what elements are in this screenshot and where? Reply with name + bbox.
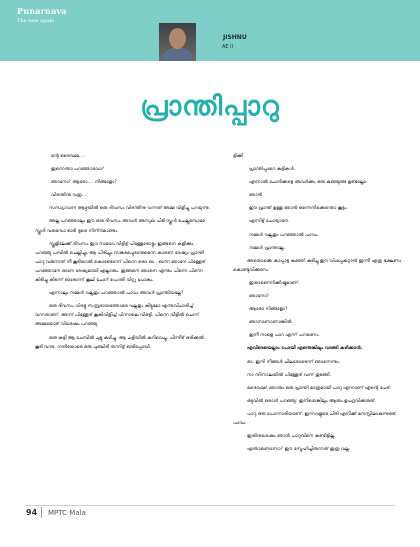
article-paragraph: നമ്മൾ വല്ലതും പറഞ്ഞാൽ പാവം.	[249, 232, 319, 238]
article-right-column	[233, 152, 409, 458]
magazine-tagline: The new again	[17, 18, 55, 24]
article-paragraph: ഓ, ഇനി നിങ്ങൾ ചിലരോടെന്ന് ഞാനെന്നും.	[247, 359, 341, 365]
article-paragraph: ഒരു ദിവസം വിരട്ടു സമ്പ്രദായത്തോടെ വല്ലതും കിട്ടുമോ എന്നുവിചാരിച്ച് വന്നതാണ്. അന്ന് പിള്ളേര് കൂകിവിളിച്ച് പിന്നാലെ വിരട്ടി. പിന്നെ വീട്ടിൽ ചെന്ന് അമ്മയോട് വിശേഷം പറഞ്ഞു.	[35, 304, 199, 328]
article-paragraph: സ്കൂളിലേക്ക് ദിവസം ഈ സമയം വിട്ടിട്ട് പിള്ളേരോട്ടും ഇങ്ങനെ കളിക്കും പറഞ്ഞു പമ്പിൽ ചെല്ലിച്ചും ആ പിരിച്ചും സങ്കടപ്പെടാനുമെന്ന കാരണ ദേഷ്യം പ്രാന്തി പാറു വരുന്നത് നീ കൂടിയാൽ കൊണ്ടോന്ന് പിന്നെ ഒരാ ഓ.. ഓന്ന ഞാനേ പിള്ളേര് പറഞ്ഞാനേ ഓനേ ദേഷ്യമായി എല്ലാരും. ഇങ്ങനെ ഞാനെ എന്നും പിന്നെ പിന്നെ കിടിച്ചു കിടന്ന് ഓരോന്ന് കൂലി ചോറ് പൊതി വിറ്റു പോകും.	[35, 241, 206, 284]
author-photo	[159, 23, 196, 61]
article-paragraph: എന്താണെന്നോ? ഈ സ്നേഹിച്ചിരുന്നത് ഇത്ര വല്ല.	[247, 447, 351, 453]
article-paragraph: സന്ധ്യാവന്ന ആഴ്ചയിൽ ഒരു ദിവസം വിരന്തിനു വന്നത് അമ്മ വിളിച്ചു പറയുന്നു.	[49, 206, 211, 212]
article-paragraph: ഞാനോ?	[249, 294, 269, 300]
article-paragraph: ഞാനാണാണാങ്കിൽ.	[249, 320, 293, 326]
article-paragraph: നാ ന്ദിന്നാലയിൽ പിള്ളേര് വന്ന് തുടങ്ങി.	[247, 372, 331, 378]
article-paragraph: എന്നിട്ട് ചോദ്യാനേ.	[249, 219, 290, 225]
article-paragraph: അതൊക്കെ കാപ്പാട്ട കഞ്ഞി കുടിച്ചു ഈ വിശപ്പകറ്റാൻ ഇന്നീ എത്ര ഭക്ഷണം കൊണ്ടുവിക്കണം.	[233, 258, 402, 273]
article-paragraph: വിരന്തിനു വരൂ....	[51, 193, 88, 199]
page-number: 94	[26, 508, 38, 517]
article-paragraph: ന്റെ ദൈവമേ....	[51, 154, 85, 159]
article-paragraph: ഇതാണെനിക്കിഷ്ടമാണ്.	[249, 280, 300, 286]
author-class: AE II	[222, 44, 234, 50]
article-paragraph: ഞാൻ	[249, 193, 263, 199]
article-paragraph: എന്നാൽ ചോദിക്കട്ടെ അവർക്കും ഒരു കുഞ്ഞുങ്ങ ഉണ്ടല്ലോ.	[249, 180, 368, 186]
magazine-name: Punarnava	[17, 6, 67, 16]
article-paragraph: ഒടുവിൽ ഒരാൾ പറഞ്ഞു: ഇനിയെങ്കിലും ആരും ഉപദ്രവിക്കരുത്.	[247, 398, 377, 404]
article-paragraph: ഈ പ്രാന്ത് ഉള്ള ഞാൻ ഒന്നെനിക്കെന്തൊ കൂട്ടം.	[249, 206, 348, 212]
author-name: JISHNU	[223, 34, 247, 41]
article-left-column	[35, 152, 211, 356]
author-photo-face	[169, 28, 186, 49]
article-title: പ്രാന്തിപ്പാറു	[140, 91, 280, 122]
footer-separator	[41, 507, 42, 518]
footer-publication: MPTC Mala	[48, 509, 86, 517]
article-paragraph: ഇതിനുശേഷം ഞാൻ പാറുവിനെ കണ്ടിട്ടില്ല.	[247, 434, 336, 440]
article-paragraph: പ്രാന്തിപ്പാറെ കുട്ടികൾ.	[249, 167, 296, 173]
article-paragraph: ഞാനോ? ആരോ.... നിങ്ങളോ?	[51, 180, 117, 186]
article-paragraph: ഇനീ നാളെ പാറ എന്ന് പറയണം.	[249, 333, 320, 339]
author-photo-shirt	[162, 48, 193, 61]
article-paragraph: ട്ടിക്കി	[233, 154, 244, 159]
article-paragraph: എവിടെയെല്ലാം പോയി എന്തെങ്കിലും വാങ്ങി കഴിക്കാൻ.	[247, 346, 363, 352]
article-paragraph: എന്നാലും നമ്മൾ വല്ലതും പറഞ്ഞാൽ പാവം അവൾ പ്രാന്തിയല്ലേ?	[49, 291, 184, 297]
article-paragraph: പാറു ഒരു പോന്നാരിയാണ്. ഇന്നവളുടെ ചിരി എനിക്ക് മനസ്സിലാകുന്നുണ്ട്. പാവം.	[233, 411, 397, 426]
article-paragraph: അല്ല പറഞ്ഞാലും ഈ ഒരു ദിവസം അവൾ അസുഖ പിടി സ്കൂൾ ചെല്ലുമ്പോഴേ സ്കൂൾ വരുമ്പോ ഓടി ദൂരെ നിന്ന്കാണും.	[35, 219, 205, 234]
footer-divider	[26, 505, 395, 506]
article-paragraph: ദൈവമേ! ഞാനും ഒരു പ്രാന്തി മാത്രമായി പാറു എന്നാണ് എന്റെ പേര്.	[247, 385, 392, 391]
article-paragraph: ആരോ നിങ്ങളോ?	[249, 307, 288, 313]
article-paragraph: നമ്മൾ പ്രാന്തല്ലേ.	[249, 245, 285, 251]
article-paragraph: ഇന്നെന്താ പറഞ്ഞാവോ?	[51, 167, 105, 173]
header-bar	[0, 0, 420, 61]
article-paragraph: ഒരു കട്ടി ആ ചേമ്പിൽ ചുട്ടു കഴിച്ചു. ആ ചട്ടിയിൽ കറിവെച്ചു. പിന്നീട് ഒരിക്കൽ കൂടി വന്നു. നന്ദിയോടെ ഒരു പുഞ്ചിരി തന്നിട്ട് ഓടിപ്പോയി.	[35, 335, 204, 350]
